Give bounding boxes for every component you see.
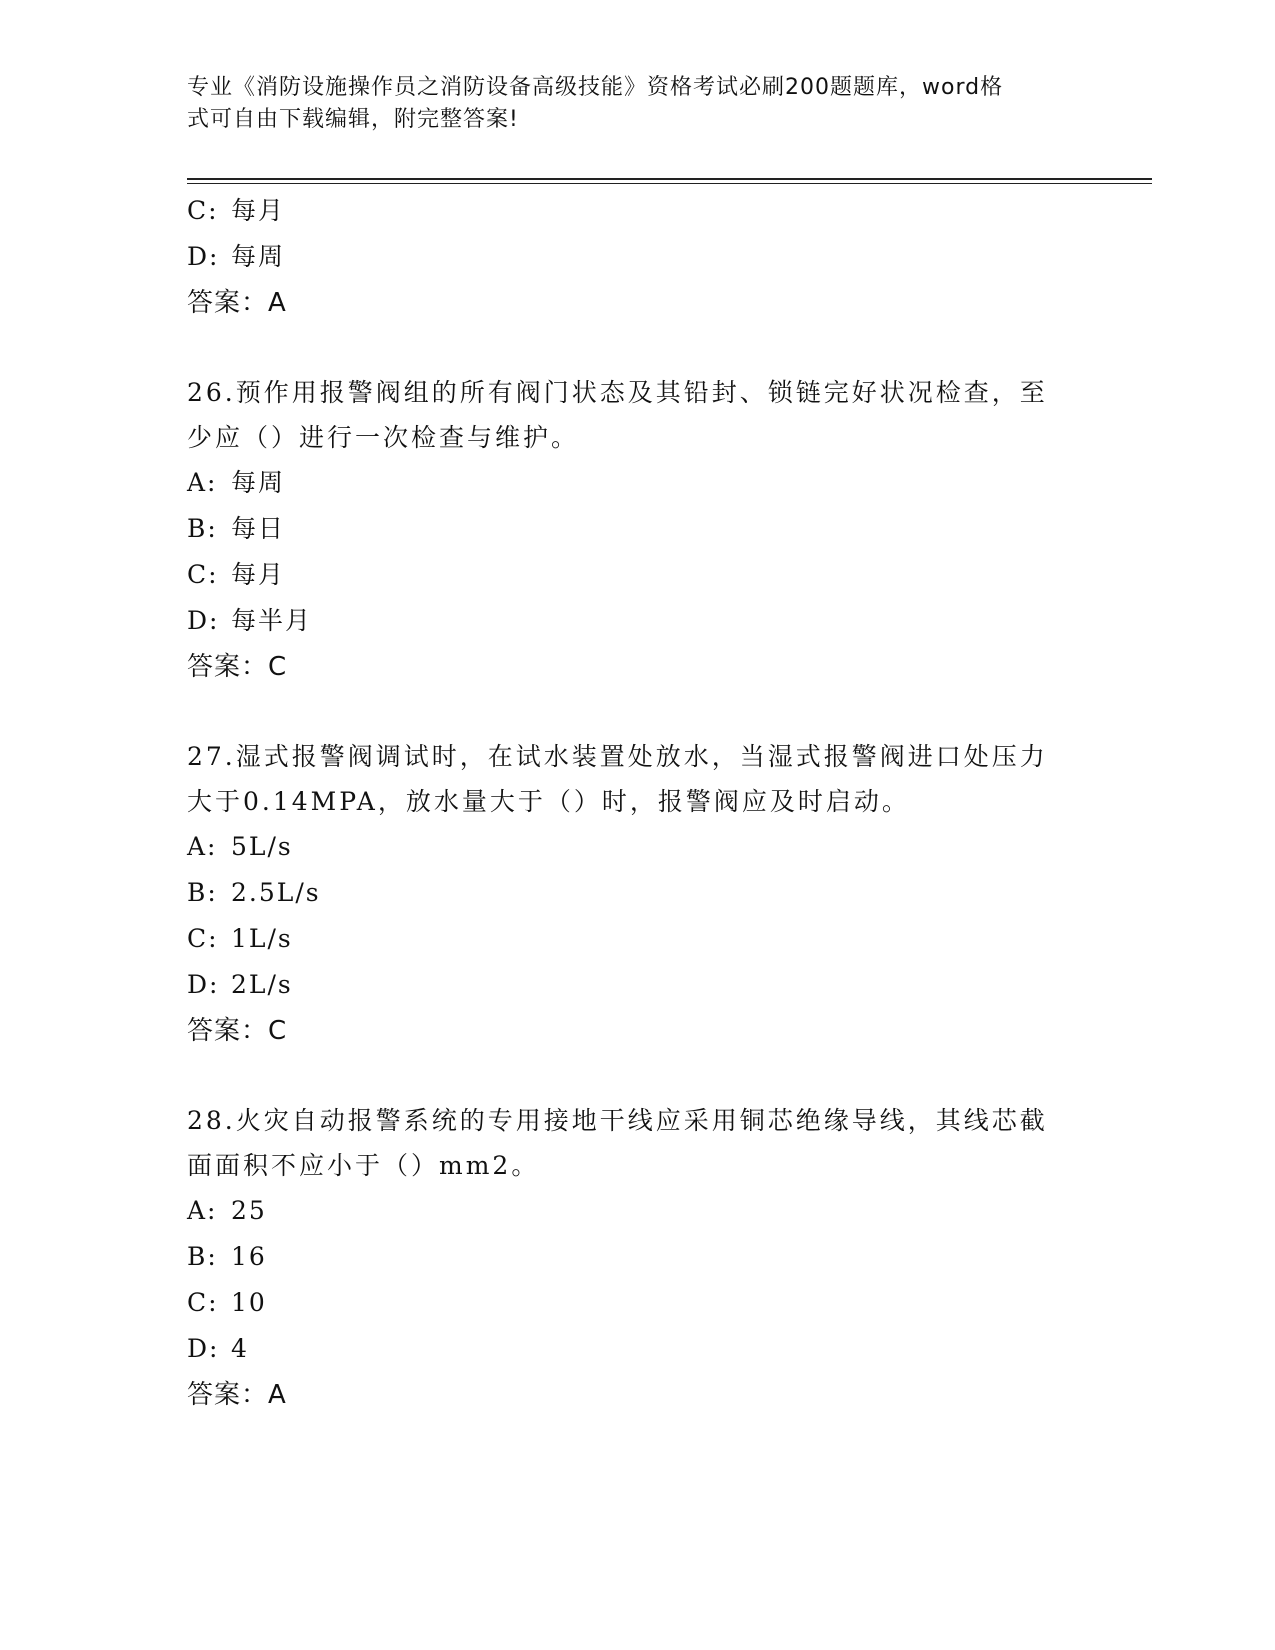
option-d — [187, 234, 1087, 280]
header-line-1: 专业《消防设施操作员之消防设备高级技能》资格考试必刷200题题库，word格 — [187, 75, 1004, 100]
option-key: B: — [187, 1242, 218, 1271]
option-d — [187, 1326, 1087, 1372]
question-stem-line: 26.预作用报警阀组的所有阀门状态及其铅封、锁链完好状况检查，至 — [187, 378, 1048, 407]
answer-line: 答案：C — [187, 652, 288, 682]
answer-line: 答案：C — [187, 1016, 288, 1046]
option-text: 1L/s — [231, 924, 293, 953]
header-line-2: 式可自由下载编辑，附完整答案! — [187, 107, 519, 132]
option-text: 每周 — [231, 468, 286, 497]
question-28 — [187, 1098, 1087, 1418]
option-text: 2.5L/s — [231, 878, 321, 907]
option-b — [187, 506, 1087, 552]
option-a — [187, 824, 1087, 870]
carryover-block — [187, 188, 1087, 326]
answer-line: 答案：A — [187, 288, 287, 318]
option-text: 4 — [231, 1334, 249, 1363]
header-divider-thin — [187, 183, 1152, 184]
option-c — [187, 1280, 1087, 1326]
option-key: D: — [187, 242, 220, 271]
answer-line: 答案：A — [187, 1380, 287, 1410]
option-text: 每月 — [231, 560, 286, 589]
spacer — [187, 1054, 1087, 1098]
question-stem-line: 大于0.14MPA，放水量大于（）时，报警阀应及时启动。 — [187, 787, 910, 816]
option-key: A: — [187, 832, 218, 861]
option-key: C: — [187, 1288, 219, 1317]
option-text: 5L/s — [231, 832, 293, 861]
document-header — [187, 72, 1067, 136]
option-c — [187, 916, 1087, 962]
option-b — [187, 870, 1087, 916]
option-key: C: — [187, 560, 219, 589]
question-stem-line: 28.火灾自动报警系统的专用接地干线应采用铜芯绝缘导线，其线芯截 — [187, 1106, 1048, 1135]
option-d — [187, 962, 1087, 1008]
option-c — [187, 552, 1087, 598]
option-c — [187, 188, 1087, 234]
question-stem-line: 少应（）进行一次检查与维护。 — [187, 423, 580, 452]
option-text: 每月 — [231, 196, 286, 225]
spacer — [187, 690, 1087, 734]
option-a — [187, 460, 1087, 506]
option-key: A: — [187, 1196, 218, 1225]
option-text: 2L/s — [231, 970, 293, 999]
option-text: 25 — [231, 1196, 267, 1225]
option-text: 每半月 — [231, 606, 313, 635]
option-text: 每日 — [231, 514, 286, 543]
option-d — [187, 598, 1087, 644]
option-key: B: — [187, 514, 218, 543]
spacer — [187, 326, 1087, 370]
option-b — [187, 1234, 1087, 1280]
question-stem-line: 面面积不应小于（）mm2。 — [187, 1151, 540, 1180]
question-stem — [187, 734, 1087, 824]
option-key: D: — [187, 970, 220, 999]
question-26 — [187, 370, 1087, 690]
option-key: D: — [187, 606, 220, 635]
option-text: 每周 — [231, 242, 286, 271]
question-stem-line: 27.湿式报警阀调试时，在试水装置处放水，当湿式报警阀进口处压力 — [187, 742, 1048, 771]
question-stem — [187, 1098, 1087, 1188]
option-text: 16 — [231, 1242, 267, 1271]
question-27 — [187, 734, 1087, 1054]
option-key: C: — [187, 196, 219, 225]
option-a — [187, 1188, 1087, 1234]
question-stem — [187, 370, 1087, 460]
option-key: C: — [187, 924, 219, 953]
option-text: 10 — [231, 1288, 267, 1317]
option-key: B: — [187, 878, 218, 907]
header-divider — [187, 178, 1152, 180]
option-key: A: — [187, 468, 218, 497]
document-body — [187, 188, 1087, 1418]
option-key: D: — [187, 1334, 220, 1363]
